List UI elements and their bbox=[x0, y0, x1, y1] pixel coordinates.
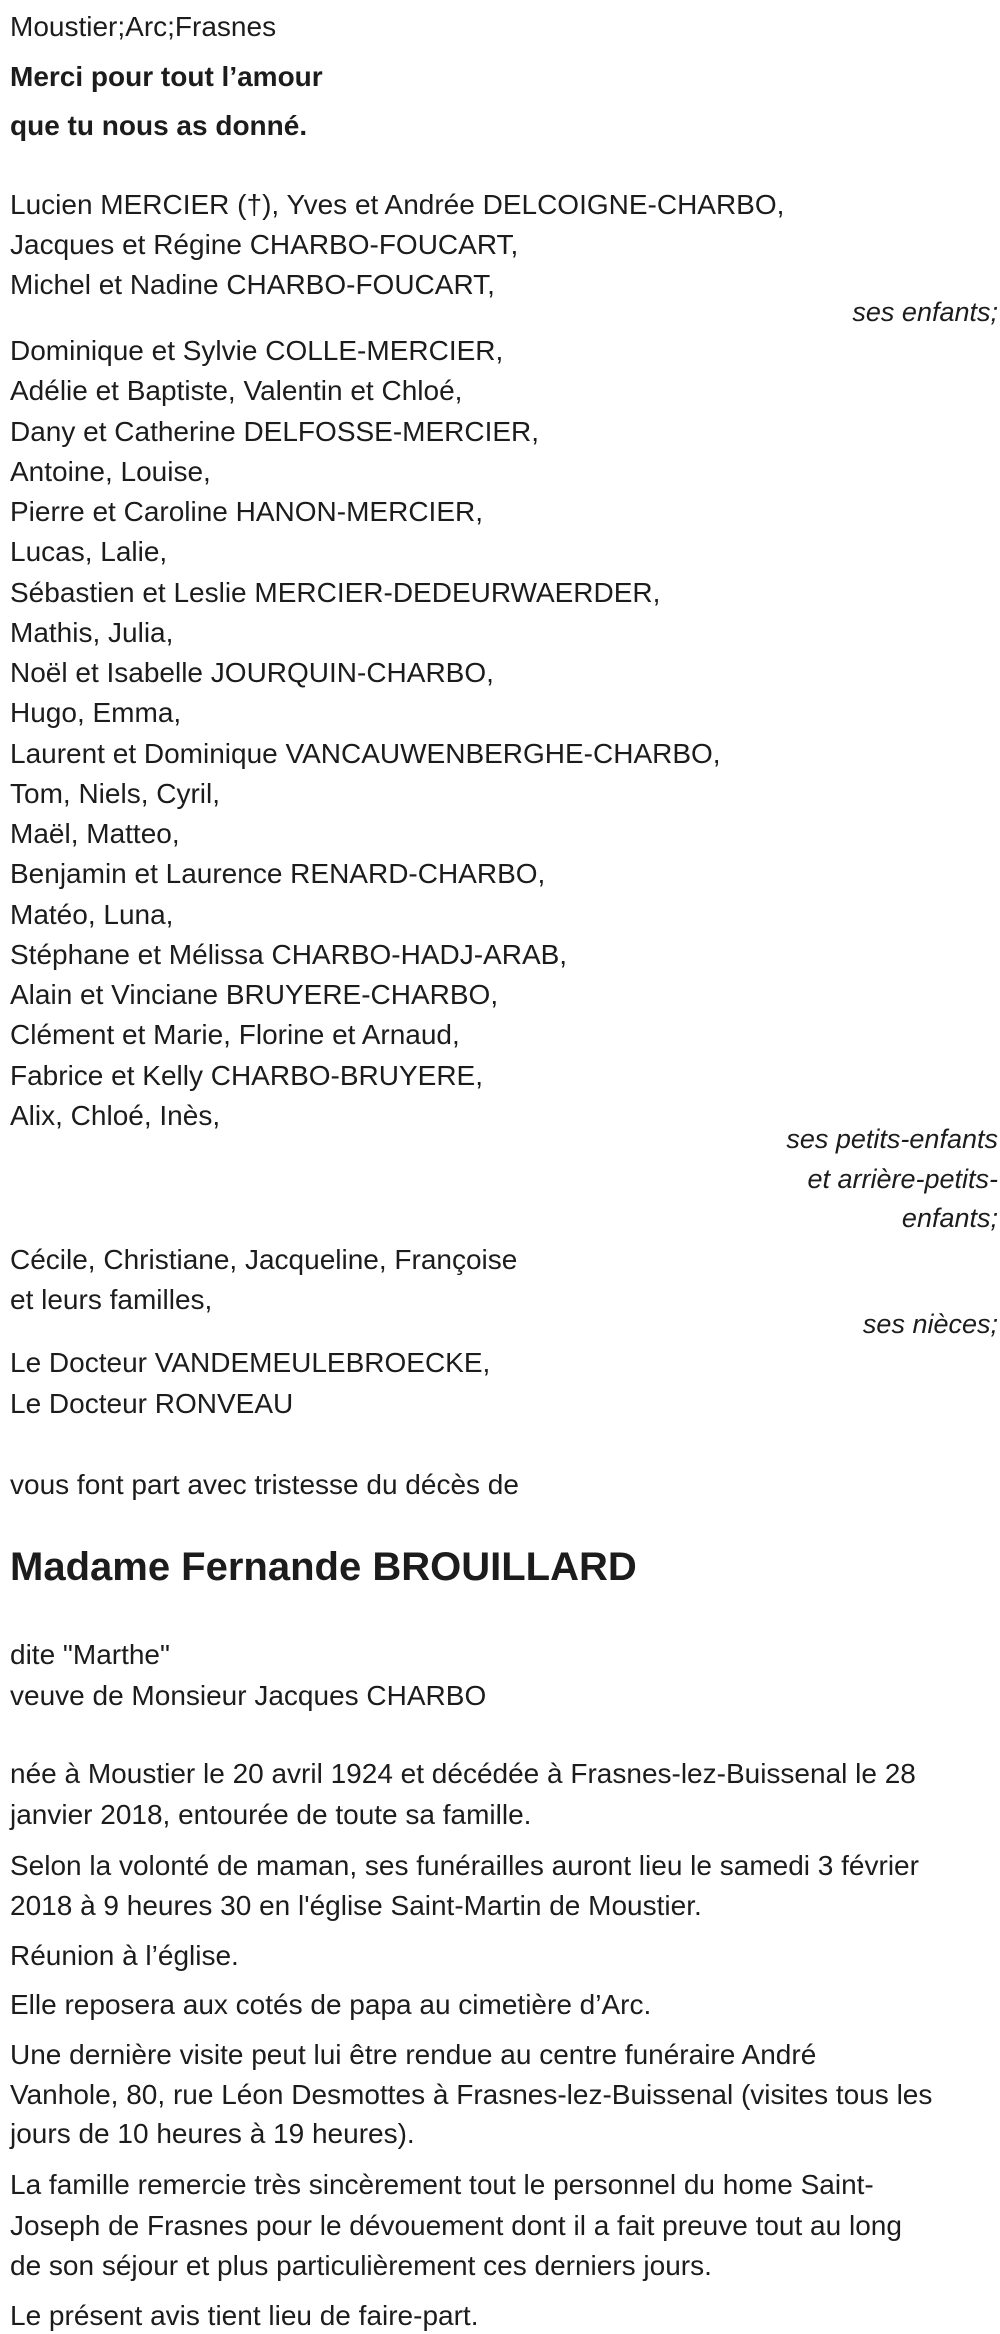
doctors-list bbox=[10, 1343, 998, 1424]
family-line: Sébastien et Leslie MERCIER-DEDEURWAERDER, bbox=[10, 576, 661, 608]
grandchildren-list bbox=[10, 331, 998, 1136]
deceased-widow-of: veuve de Monsieur Jacques CHARBO bbox=[10, 1680, 487, 1711]
family-line: Alix, Chloé, Inès, bbox=[10, 1099, 221, 1131]
deceased-nickname: dite "Marthe" bbox=[10, 1639, 170, 1670]
paragraph-line: Une dernière visite peut lui être rendue au centre funéraire André bbox=[10, 2039, 817, 2070]
paragraph-burial bbox=[10, 1985, 998, 2025]
nieces-relation bbox=[10, 1304, 998, 1344]
family-line: Lucas, Lalie, bbox=[10, 536, 168, 568]
family-line: Pierre et Caroline HANON-MERCIER, bbox=[10, 496, 483, 527]
family-line: Hugo, Emma, bbox=[10, 697, 182, 729]
quote-continued bbox=[10, 104, 998, 148]
paragraph-line: La famille remercie très sincèrement tout le personnel du home Saint- bbox=[10, 2169, 874, 2200]
quote-line: que tu nous as donné. bbox=[10, 110, 308, 141]
quote-line: Merci pour tout l’amour bbox=[10, 61, 323, 92]
children-list bbox=[10, 185, 998, 305]
family-line: Michel et Nadine CHARBO-FOUCART, bbox=[10, 269, 495, 300]
deceased-name: Madame Fernande BROUILLARD bbox=[10, 1545, 637, 1589]
paragraph-line: Réunion à l’église. bbox=[10, 1940, 239, 1971]
announcement-text: vous font part avec tristesse du décès de bbox=[10, 1469, 519, 1500]
paragraph-line: Elle reposera aux cotés de papa au cimetière d’Arc. bbox=[10, 1989, 652, 2020]
family-line: Laurent et Dominique VANCAUWENBERGHE-CHARBO, bbox=[10, 737, 721, 769]
family-line: Jacques et Régine CHARBO-FOUCART, bbox=[10, 229, 519, 260]
relation-label: et arrière-petits- bbox=[807, 1163, 998, 1194]
family-line: Dany et Catherine DELFOSSE-MERCIER, bbox=[10, 415, 540, 447]
family-line: Cécile, Christiane, Jacqueline, Françoise bbox=[10, 1244, 518, 1275]
paragraph-thanks bbox=[10, 2165, 998, 2287]
paragraph-notice bbox=[10, 2298, 998, 2334]
paragraph-line: Le présent avis tient lieu de faire-part. bbox=[10, 2300, 479, 2331]
paragraph-line: Selon la volonté de maman, ses funérailles auront lieu le samedi 3 février bbox=[10, 1850, 919, 1881]
deceased-name-block bbox=[10, 1542, 998, 1592]
paragraph-line: jours de 10 heures à 19 heures). bbox=[10, 2118, 415, 2149]
paragraph-line: janvier 2018, entourée de toute sa famille. bbox=[10, 1798, 532, 1830]
family-line: Noël et Isabelle JOURQUIN-CHARBO, bbox=[10, 657, 494, 688]
children-relation bbox=[10, 292, 998, 332]
family-line: Le Docteur RONVEAU bbox=[10, 1387, 294, 1419]
family-line: Dominique et Sylvie COLLE-MERCIER, bbox=[10, 335, 504, 366]
quote bbox=[10, 55, 998, 99]
family-line: Maël, Matteo, bbox=[10, 818, 180, 849]
deceased-details bbox=[10, 1634, 998, 1716]
family-line: Stéphane et Mélissa CHARBO-HADJ-ARAB, bbox=[10, 938, 568, 970]
grandchildren-relation bbox=[10, 1120, 998, 1239]
paragraph-line: née à Moustier le 20 avril 1924 et décédée à Frasnes-lez-Buissenal le 28 bbox=[10, 1758, 916, 1789]
family-line: et leurs familles, bbox=[10, 1284, 213, 1315]
location-line: Moustier;Arc;Frasnes bbox=[10, 11, 277, 42]
family-line: Lucien MERCIER (†), Yves et Andrée DELCOIGNE-CHARBO, bbox=[10, 189, 785, 220]
paragraph-birth-death bbox=[10, 1754, 998, 1835]
family-line: Antoine, Louise, bbox=[10, 455, 211, 487]
family-line: Mathis, Julia, bbox=[10, 616, 174, 648]
paragraph-line: de son séjour et plus particulièrement ces derniers jours. bbox=[10, 2250, 712, 2281]
family-line: Benjamin et Laurence RENARD-CHARBO, bbox=[10, 858, 546, 890]
family-line: Le Docteur VANDEMEULEBROECKE, bbox=[10, 1347, 491, 1378]
family-line: Matéo, Luna, bbox=[10, 898, 174, 930]
announcement bbox=[10, 1465, 998, 1505]
paragraph-line: 2018 à 9 heures 30 en l'église Saint-Martin de Moustier. bbox=[10, 1889, 702, 1921]
relation-label: ses petits-enfants bbox=[786, 1124, 998, 1154]
paragraph-line: Vanhole, 80, rue Léon Desmottes à Frasnes-lez-Buissenal (visites tous les bbox=[10, 2078, 933, 2110]
relation-label: ses enfants; bbox=[852, 297, 998, 327]
family-line: Clément et Marie, Florine et Arnaud, bbox=[10, 1019, 460, 1051]
paragraph-visit bbox=[10, 2035, 998, 2154]
location-header bbox=[10, 7, 998, 47]
family-line: Alain et Vinciane BRUYERE-CHARBO, bbox=[10, 979, 499, 1010]
family-line: Adélie et Baptiste, Valentin et Chloé, bbox=[10, 375, 463, 407]
relation-label: enfants; bbox=[901, 1203, 998, 1233]
relation-label: ses nièces; bbox=[862, 1309, 998, 1339]
paragraph-funeral bbox=[10, 1846, 998, 1925]
paragraph-line: Joseph de Frasnes pour le dévouement dont il a fait preuve tout au long bbox=[10, 2209, 902, 2241]
family-line: Fabrice et Kelly CHARBO-BRUYERE, bbox=[10, 1059, 484, 1091]
paragraph-gathering bbox=[10, 1936, 998, 1976]
family-line: Tom, Niels, Cyril, bbox=[10, 777, 221, 809]
